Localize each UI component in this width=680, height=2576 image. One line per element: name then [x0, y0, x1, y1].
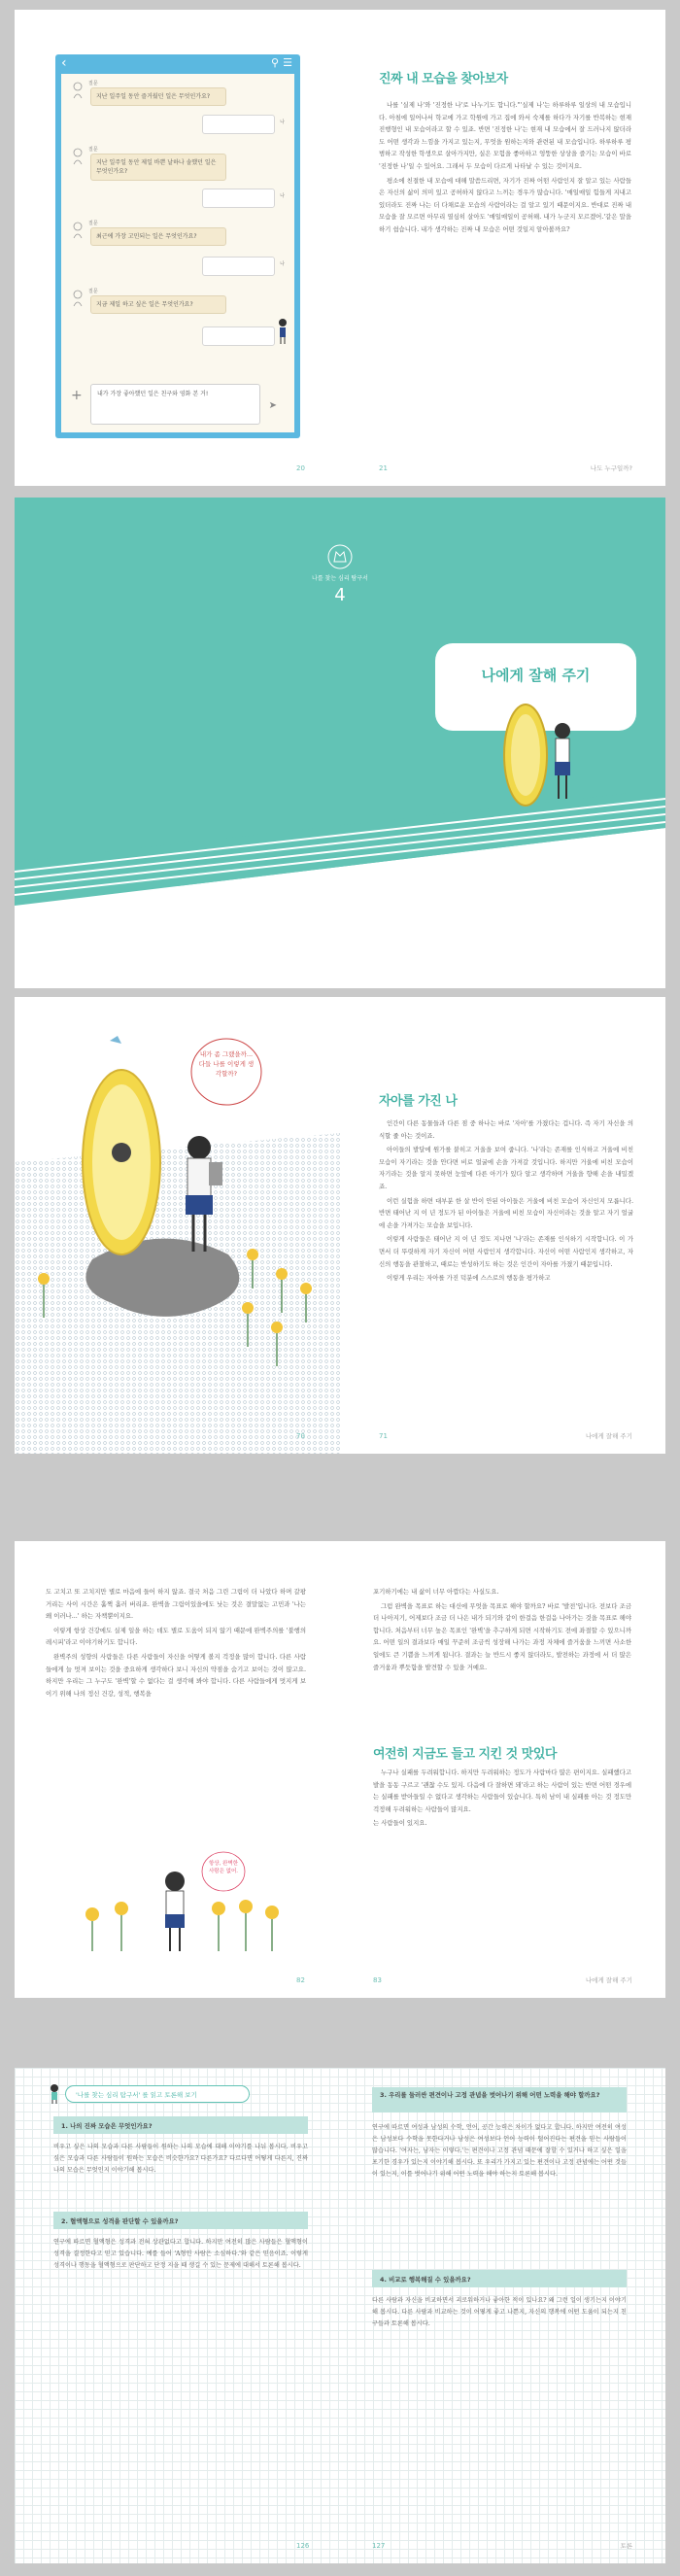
child-speech-text: 항상, 완벽한 사람은 없어. [208, 1861, 239, 1874]
question-text: 다른 사람과 자신을 비교하면서 괴로워하거나 좋아한 적이 있나요? 왜 그런 일이 생기는지 이야기해 봅시다. 다른 사람과 비교하는 것이 어떻게 좋고 나쁜지, 자신의 행복에 어떤 도움이 되는지 친구들과 토론해 봅시다. [372, 2297, 627, 2327]
question-bubble: 지금 제일 하고 싶은 일은 무엇인가요? [90, 295, 226, 314]
page-number: 83 [373, 1976, 382, 1984]
send-icon: ➤ [268, 400, 277, 411]
paragraph: 이런 실험을 하면 대부분 한 살 반이 안된 아이들은 거울에 비친 모습이 자신인지 모릅니다. 반면 태어난 지 이 년 정도가 된 아이들은 거울에 비친 모습이 자신이라는 것을 알고 자기 얼굴에 손을 가져가는 모습을 보입니다. [379, 1196, 633, 1229]
question-bar: 1. 나의 진짜 모습은 무엇인가요? [53, 2116, 308, 2134]
chapter-number: 4 [334, 585, 346, 605]
paragraph: 는 사람들이 있지요. [373, 1819, 427, 1828]
paragraph: 도 고치고 또 고치지만 별로 마음에 들어 하지 않죠. 결국 처음 그린 그림이 더 나았다 하며 갈팡거리는 사이 시간은 훌쩍 흘러 버리죠. 완벽을 그림이있을에도 낫는 것은 결말없는 고민과 '나는 왜 이러나...' 하는 자책뿐이지요. [46, 1588, 306, 1621]
section-subtitle: 여전히 지금도 들고 지킨 것 맛있다 [373, 1747, 557, 1762]
question-text: 비우고 싶은 나의 모습과 다른 사람들이 원하는 나의 모습에 대해 이야기를 나눠 봅시다. 비우고 싶은 모습과 다른 사람들이 원하는 모습은 비슷한가요? 다른가요? 다르다면 어떻게 다른지, 진짜 나의 모습은 무엇인지 이야기해 봅시다. [53, 2144, 308, 2174]
question-bubble: 최근에 가장 고민되는 일은 무엇인가요? [90, 227, 226, 246]
page-number: 20 [296, 464, 305, 472]
paragraph: 평소에 친절한 내 모습에 대해 말씀드리면, 자기가 진짜 어떤 사람인지 잘 알고 있는 사람들은 자신의 삶이 의미 있고 공허하지 않다고 느끼는 경우가 많습니다. '매일매일 힘들게 지내고 있더라도 진짜 나는 더 다채로운 모습의 사람이라는 걸 알고 있기 때문이지요. 반대로 진짜 내 모습을 잘 모르면 아무리 열심히 살아도 '매일매일이 공허해. 내가 누군지 모르겠어.'같은 말을 하기 쉽습니다. 내가 생각하는 진짜 내 모습은 어떤 것일지 알아볼까요? [379, 176, 631, 233]
paragraph: 완벽주의 성향의 사람들은 다른 사람들이 자신을 어떻게 볼지 걱정을 많이 합니다. 다른 사람들에게 늘 멋져 보이는 것을 중요하게 생각하다 보니 자신의 약점을 숨기고 보이는 것이 많고요. 하지만 우리는 그 누구도 '완벽'할 수 없다는 걸 생각해 봐야 합니다. 다른 사람들에게 멋지게 보이기 위해 나의 정신 건강, 성적, 행복을 [46, 1652, 306, 1698]
question-bar: 3. 우리를 둘러싼 편견이나 고정 관념을 벗어나기 위해 어떤 노력을 해야 할까요? [372, 2087, 627, 2112]
paragraph: 인간이 다른 동물들과 다른 점 중 하나는 바로 '자아'를 가졌다는 겁니다. 즉 자기 자신을 의식할 줄 아는 것이죠. [379, 1119, 633, 1140]
question-label: 질문 [88, 289, 98, 294]
thought-bubble-text: 내가 좀 그랬을까... 다들 나를 이렇게 생각할까? [198, 1050, 255, 1078]
page-number: 82 [296, 1976, 305, 1984]
running-head: 나에게 잘해 주기 [585, 1976, 632, 1984]
paragraph: 누구나 실패를 두려워합니다. 하지만 두려워하는 정도가 사람마다 많은 편이지요. 실패했다고 발을 동동 구르고 '괜찮 수도 있지. 다음에 다 잘하면 돼'라고 하는 사람이 있는 반면 어떤 경우에는 실패를 받아들일 수 없다고 생각하는 사람들이 있습니다. 특히 남이 내 실패를 아는 것 정도만 걱정해 두려워하는 사람들이 많지요. [373, 1769, 631, 1813]
question-bubble: 지난 일주일 동안 제일 바쁜 날하나 솔했던 일은 무엇인가요? [90, 154, 226, 181]
paragraph: 이렇게 사람들은 태어난 지 이 년 정도 지나면 '나'라는 존재를 인식하기 시작합니다. 이 가면서 더 뚜렷하게 자기 자신이 어떤 사람인지 생각합니다. 자신이 어떤 사람인지 생각하고, 자신의 행동을 관찰하고, 때로는 반성하기도 하는 것은 인간이 자아를 가졌기 때문입니다. [379, 1235, 633, 1268]
paragraph: 아이들의 발달에 원가를 붙히고 거울을 보여 줍니다. '나'라는 존재를 인식하고 거울에 비친 모습이 자기라는 것을 안다면 비로 얼굴에 손을 가져갈 것입니다. 하지만 거울에 비친 모습이 자기라는 것을 알지 못하면 눈앞에 다른 아기가 있다 알고 생각하며 거울을 향해 손을 내밀겠죠. [379, 1146, 633, 1190]
paragraph: 나를 '실제 나'와 '진정한 나'로 나누기도 합니다."'실제 나'는 하루하루 일상의 내 모습입니다. 아침에 일어나서 학교에 가고 학원에 가고 집에 와서 숙제를 하다가 자기를 반복하는 현재 진행형인 내 모습이라고 할 수 있죠. 반면 '진정한 나'는 현재 내 모습에서 잘 드러나지 않더라도 어떤 생각과 느낌을 가지고 있는지, 무엇을 원하는지와 관련된 내 모습입니다. 하루하루 평범하고 작성한 학생으로 살아가지만, 실은 모험을 좋아하고 엉뚱한 상상을 즐기는 모습이 바로 '진정한 나'일 수 있어요. 그래서 두 모습이 다르게 나타날 수 있는 것이지요. [379, 101, 631, 170]
page-number: 126 [296, 2542, 310, 2550]
search-icon: ⚲ [270, 56, 279, 69]
question-bar: 4. 비교로 행복해질 수 있을까요? [372, 2270, 627, 2287]
menu-icon: ☰ [283, 56, 292, 69]
chapter-kicker: 나를 찾는 심리 탐구서 [312, 575, 368, 582]
message-input: 내가 가장 좋아했던 일은 친구와 영화 본 거! [90, 384, 260, 425]
paragraph: 이렇게 항상 건강에도 실제 일을 하는 데도 별로 도움이 되지 않기 때문에 완벽주의를 '불행의 레시피'라고 이야기하기도 합니다. [46, 1626, 306, 1647]
paragraph: 이렇게 우리는 자아를 가진 덕분에 스스로의 행동을 평가하고 [387, 1274, 551, 1283]
question-bar: 2. 혈액형으로 성격을 판단할 수 있을까요? [53, 2212, 308, 2229]
question-bubble: 지난 일주일 동안 즐거웠던 일은 무엇인가요? [90, 87, 226, 106]
plus-icon: + [71, 388, 83, 403]
back-chevron-icon: ‹ [61, 55, 67, 71]
chapter-title: 나에게 잘해 주기 [481, 667, 591, 684]
page-number: 71 [379, 1432, 388, 1440]
discussion-banner: '나를 찾는 심리 탐구서' 를 읽고 토론해 보기 [65, 2085, 250, 2103]
section-title: 자아를 가진 나 [379, 1094, 458, 1109]
me-label: 나 [280, 193, 285, 199]
running-head: 나도 누구일까? [590, 464, 632, 472]
running-head: 나에게 잘해 주기 [585, 1432, 632, 1440]
me-label: 나 [280, 120, 285, 125]
question-text: 연구에 따르면 혈액형은 성격과 전혀 상관없다고 합니다. 하지만 여전히 많은 사람들은 혈액형이 성격을 결정한다고 믿고 있습니다. 예를 들어 'A형인 사람은 소심하다.'와 같은 믿음이죠. 이렇게 성격이나 행동을 혈액형으로 판단하고 단정 지을 때 생길 수 있는 문제에 대해서 토론해 봅시다. [53, 2239, 308, 2269]
me-label: 나 [280, 261, 285, 267]
question-text: 연구에 따르면 여성과 남성의 수학, 언어, 공간 능력은 차이가 없다고 합니다. 하지만 여전히 여성은 남성보다 수학을 못한다거나 남성은 여성보다 언어 능력이 떨어진다는 편견을 믿는 사람들이 많습니다. '여자는, 남자는 이렇다.'는 편견이나 고정 관념 때문에 잘할 수 있거나 하고 싶은 일을 포기한 경우가 있는지 이야기해 봅시다. 또 우리가 가지고 있는 편견이나 고정 관념에는 어떤 것들이 있는지, 이를 벗어나기 위해 어떤 노력을 해야 하는지 토론해 봅시다. [372, 2124, 627, 2178]
paragraph: 그럼 완벽을 목표로 하는 대신에 무엇을 목표로 해야 할까요? 바로 '발전'입니다. 전보다 조금 더 나아지기, 어제보다 조금 더 나은 내가 되기와 같이 한걸음 한걸음 나아가는 것을 목표로 해야 합니다. 처음부터 너무 높은 목표인 '완벽'을 추구하게 되면 시작하기도 전에 좌절할 수 있으니까요. 어떤 일의 결과보다 매일 꾸준히 조금씩 성장해 나가는 과정 자체에 즐거움을 느끼면 사소한 일에도 큰 기쁨을 느끼게 됩니다. 결과는 늘 반드시 좋지 않더라도, 발전하는 과정에 서 더 많은 즐거움과 뿌듯함을 발견할 수 있을 거예요. [373, 1601, 631, 1671]
question-label: 질문 [88, 147, 98, 153]
question-label: 질문 [88, 221, 98, 226]
running-head: 토론 [620, 2542, 632, 2550]
question-label: 질문 [88, 81, 98, 86]
section-title: 진짜 내 모습을 찾아보자 [379, 72, 508, 86]
page-number: 127 [372, 2542, 386, 2550]
page-number: 21 [379, 464, 388, 472]
page-number: 70 [296, 1432, 305, 1440]
paragraph: 포기하기에는 내 삶이 너무 아깝다는 사실도요. [373, 1588, 499, 1596]
